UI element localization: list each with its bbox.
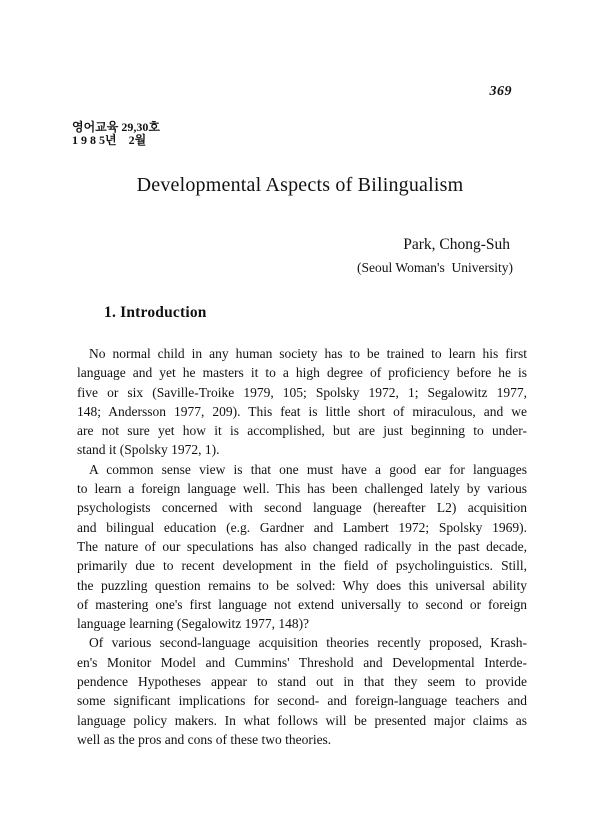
paragraph-line: en's Monitor Model and Cummins' Threshold and Developmental Interde- [77,654,527,670]
page-number: 369 [489,84,512,99]
paragraph-line: Of various second-language acquisition theories recently proposed, Krash- [89,635,527,651]
paragraph-line: primarily due to recent development in the field of psycholinguistics. Still, [77,558,527,574]
section-heading: 1. Introduction [104,304,207,321]
paragraph-line: No normal child in any human society has to be trained to learn his first [89,346,527,361]
paragraph-line: pendence Hypotheses appear to stand out in that they seem to provide [77,674,527,690]
paragraph-line: of mastering one's first language not extend universally to second or foreign [77,596,527,612]
paragraph-line: some significant implications for second- and foreign-language teachers and [77,693,527,709]
paragraph-line: are not sure yet how it is accomplished, but are just beginning to under- [77,423,527,439]
paragraph-line: A common sense view is that one must have a good ear for languages [89,461,527,477]
paragraph-line: five or six (Saville-Troike 1979, 105; Spolsky 1972, 1; Segalowitz 1977, [77,384,527,400]
paragraph-line: well as the pros and cons of these two theories. [77,731,332,747]
paragraph-line: stand it (Spolsky 1972, 1). [77,442,220,458]
paragraph-line: to learn a foreign language well. This has been challenged lately by various [77,481,527,497]
journal-volume: 영어교육 29,30호 [72,120,160,134]
paragraph-line: language and yet he masters it to a high degree of proficiency before he is [77,365,527,381]
author-name: Park, Chong-Suh [403,236,510,253]
journal-date: 1 9 8 5년 2월 [72,133,147,147]
author-affiliation: (Seoul Woman's University) [357,260,513,275]
paragraph-line: 148; Andersson 1977, 209). This feat is little short of miraculous, and we [77,403,527,419]
paragraph [77,344,527,460]
paragraph-line: and bilingual education (e.g. Gardner and Lambert 1972; Spolsky 1969). [77,519,527,535]
paragraph [77,460,527,634]
paragraph-line: language learning (Segalowitz 1977, 148)? [77,616,310,632]
journal-info [72,121,160,147]
paper-title: Developmental Aspects of Bilingualism [136,174,464,196]
paragraph-line: the puzzling question remains to be solved: Why does this universal ability [77,577,527,593]
paragraph [77,633,527,749]
body-text [77,344,527,749]
paragraph-line: The nature of our speculations has also changed radically in the past decade, [77,538,527,554]
paragraph-line: language policy makers. In what follows will be presented major claims as [77,712,527,728]
paragraph-line: psychologists concerned with second language (hereafter L2) acquisition [77,500,527,516]
